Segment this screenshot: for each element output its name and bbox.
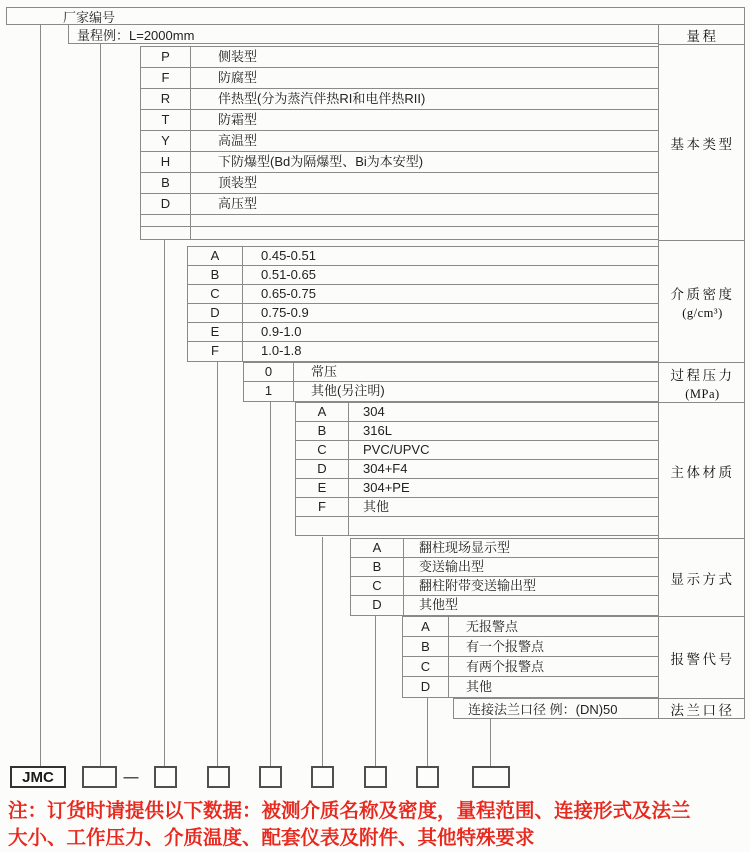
desc-cell: 0.65-0.75	[261, 286, 316, 301]
table-row	[403, 637, 658, 657]
table-row	[351, 539, 658, 558]
code-cell	[141, 227, 191, 239]
display-code-box	[364, 766, 387, 788]
pressure-table	[243, 362, 658, 402]
label-range: 量程	[659, 25, 744, 45]
connector-line-factory	[40, 24, 41, 766]
table-row	[244, 382, 658, 401]
code-cell: C	[351, 577, 404, 595]
table-row	[403, 617, 658, 637]
label-pressure: 过程压力 (MPa)	[659, 363, 744, 403]
desc-cell: 高温型	[218, 133, 258, 148]
table-row-empty	[141, 227, 658, 239]
connector-line-density	[217, 361, 218, 766]
code-cell: F	[188, 342, 243, 361]
connector-line-flange	[490, 718, 491, 766]
material-table	[295, 402, 658, 536]
desc-cell: 0.75-0.9	[261, 305, 309, 320]
range-code-box	[82, 766, 117, 788]
desc-cell: 304+F4	[363, 461, 408, 476]
connector-line-material	[322, 537, 323, 766]
table-row	[141, 89, 658, 110]
desc-cell: 翻柱附带变送输出型	[419, 578, 537, 593]
desc-cell: 0.45-0.51	[261, 248, 316, 263]
desc-cell: 其他	[466, 679, 493, 694]
density-table	[187, 246, 658, 362]
connector-line-pressure	[270, 401, 271, 766]
table-row	[188, 323, 658, 342]
code-cell: E	[296, 479, 349, 497]
flange-size-row	[453, 698, 658, 719]
desc-cell: 1.0-1.8	[261, 343, 302, 358]
basic-type-table	[140, 46, 658, 240]
table-row	[296, 498, 658, 517]
material-code-box	[311, 766, 334, 788]
range-example-label: 量程例：L=2000mm	[77, 27, 195, 43]
label-display-mode: 显示方式	[659, 539, 744, 617]
label-flange-size: 法兰口径	[670, 702, 735, 718]
table-row	[141, 68, 658, 89]
category-label-column	[658, 24, 745, 719]
code-cell: A	[296, 403, 349, 421]
table-row	[351, 596, 658, 615]
alarm-code-box	[416, 766, 439, 788]
label-alarm-code: 报警代号	[659, 617, 744, 699]
range-example-row	[68, 24, 658, 44]
code-cell: D	[141, 194, 191, 214]
connector-line-basic-type	[164, 239, 165, 766]
table-row-empty	[141, 215, 658, 227]
code-cell: C	[296, 441, 349, 459]
label-pressure-unit: (MPa)	[685, 386, 720, 401]
code-cell: R	[141, 89, 191, 109]
ordering-note	[8, 798, 750, 852]
desc-cell: 变送输出型	[419, 559, 485, 574]
code-cell: B	[403, 637, 449, 656]
table-row	[141, 194, 658, 215]
code-cell: 0	[244, 363, 294, 381]
desc-cell: 防腐型	[218, 70, 258, 85]
table-row	[188, 266, 658, 285]
table-row	[296, 403, 658, 422]
table-row	[141, 131, 658, 152]
table-row	[296, 441, 658, 460]
model-dash: —	[123, 768, 139, 786]
label-density-unit: (g/cm³)	[682, 305, 723, 320]
ordering-note-line2: 大小、工作压力、介质温度、配套仪表及附件、其他特殊要求	[8, 827, 535, 849]
ordering-note-line1: 注：订货时请提供以下数据：被测介质名称及密度，量程范围、连接形式及法兰	[8, 800, 691, 822]
desc-cell: 翻柱现场显示型	[419, 540, 511, 555]
connector-line-alarm	[427, 697, 428, 766]
desc-cell: 316L	[363, 423, 392, 438]
code-cell: H	[141, 152, 191, 172]
basic-type-code-box	[154, 766, 177, 788]
code-cell: B	[141, 173, 191, 193]
code-cell: D	[188, 304, 243, 322]
density-code-box	[207, 766, 230, 788]
desc-cell: 其他(另注明)	[311, 383, 385, 398]
desc-cell: 304	[363, 404, 385, 419]
table-row	[188, 285, 658, 304]
desc-cell: PVC/UPVC	[363, 442, 430, 457]
desc-cell: 有两个报警点	[466, 659, 545, 674]
code-cell: A	[351, 539, 404, 557]
code-cell: C	[403, 657, 449, 676]
table-row	[403, 657, 658, 677]
label-material: 主体材质	[659, 403, 744, 539]
desc-cell	[191, 215, 658, 226]
desc-cell: 其他型	[419, 597, 459, 612]
desc-cell: 常压	[311, 364, 338, 379]
table-row	[403, 677, 658, 697]
flange-code-box	[472, 766, 510, 788]
desc-cell: 顶装型	[218, 175, 258, 190]
table-row	[296, 479, 658, 498]
table-row-empty	[296, 517, 658, 535]
code-cell: C	[188, 285, 243, 303]
table-row	[351, 577, 658, 596]
desc-cell: 304+PE	[363, 480, 410, 495]
code-cell	[296, 517, 349, 535]
desc-cell: 0.9-1.0	[261, 324, 302, 339]
code-cell	[141, 215, 191, 226]
display-mode-table	[350, 538, 658, 616]
desc-cell: 无报警点	[466, 619, 519, 634]
desc-cell: 高压型	[218, 196, 258, 211]
code-cell: E	[188, 323, 243, 341]
table-row	[296, 460, 658, 479]
code-cell: D	[296, 460, 349, 478]
table-row	[141, 47, 658, 68]
table-row	[351, 558, 658, 577]
flange-size-text: 连接法兰口径 例：(DN)50	[468, 702, 618, 717]
code-cell: D	[403, 677, 449, 697]
factory-number-row	[6, 7, 745, 25]
code-cell: Y	[141, 131, 191, 151]
model-prefix-box	[10, 766, 66, 788]
code-cell: T	[141, 110, 191, 130]
model-prefix-text: JMC	[22, 768, 54, 786]
desc-cell: 侧装型	[218, 49, 258, 64]
label-basic-type: 基本类型	[659, 45, 744, 241]
table-row	[188, 247, 658, 266]
desc-cell	[191, 227, 658, 239]
connector-line-range	[100, 43, 101, 766]
alarm-code-table	[402, 616, 658, 698]
code-cell: F	[296, 498, 349, 516]
table-row	[141, 110, 658, 131]
code-cell: P	[141, 47, 191, 67]
connector-line-display	[375, 615, 376, 766]
desc-cell	[349, 517, 658, 535]
label-density: 介质密度 (g/cm³)	[659, 241, 744, 363]
code-cell: D	[351, 596, 404, 615]
desc-cell: 下防爆型(Bd为隔爆型、Bi为本安型)	[218, 154, 424, 169]
desc-cell: 伴热型(分为蒸汽伴热RI和电伴热RII)	[218, 91, 426, 106]
code-cell: 1	[244, 382, 294, 401]
desc-cell: 其他	[363, 499, 390, 514]
table-row	[244, 363, 658, 382]
factory-number-label: 厂家编号	[63, 9, 116, 25]
table-row	[188, 304, 658, 323]
code-cell: F	[141, 68, 191, 88]
table-row	[188, 342, 658, 361]
table-row	[141, 173, 658, 194]
table-row	[141, 152, 658, 173]
pressure-code-box	[259, 766, 282, 788]
code-cell: B	[351, 558, 404, 576]
code-cell: A	[403, 617, 449, 636]
code-cell: B	[188, 266, 243, 284]
desc-cell: 防霜型	[218, 112, 258, 127]
code-cell: B	[296, 422, 349, 440]
code-cell: A	[188, 247, 243, 265]
desc-cell: 0.51-0.65	[261, 267, 316, 282]
desc-cell: 有一个报警点	[466, 639, 545, 654]
table-row	[296, 422, 658, 441]
